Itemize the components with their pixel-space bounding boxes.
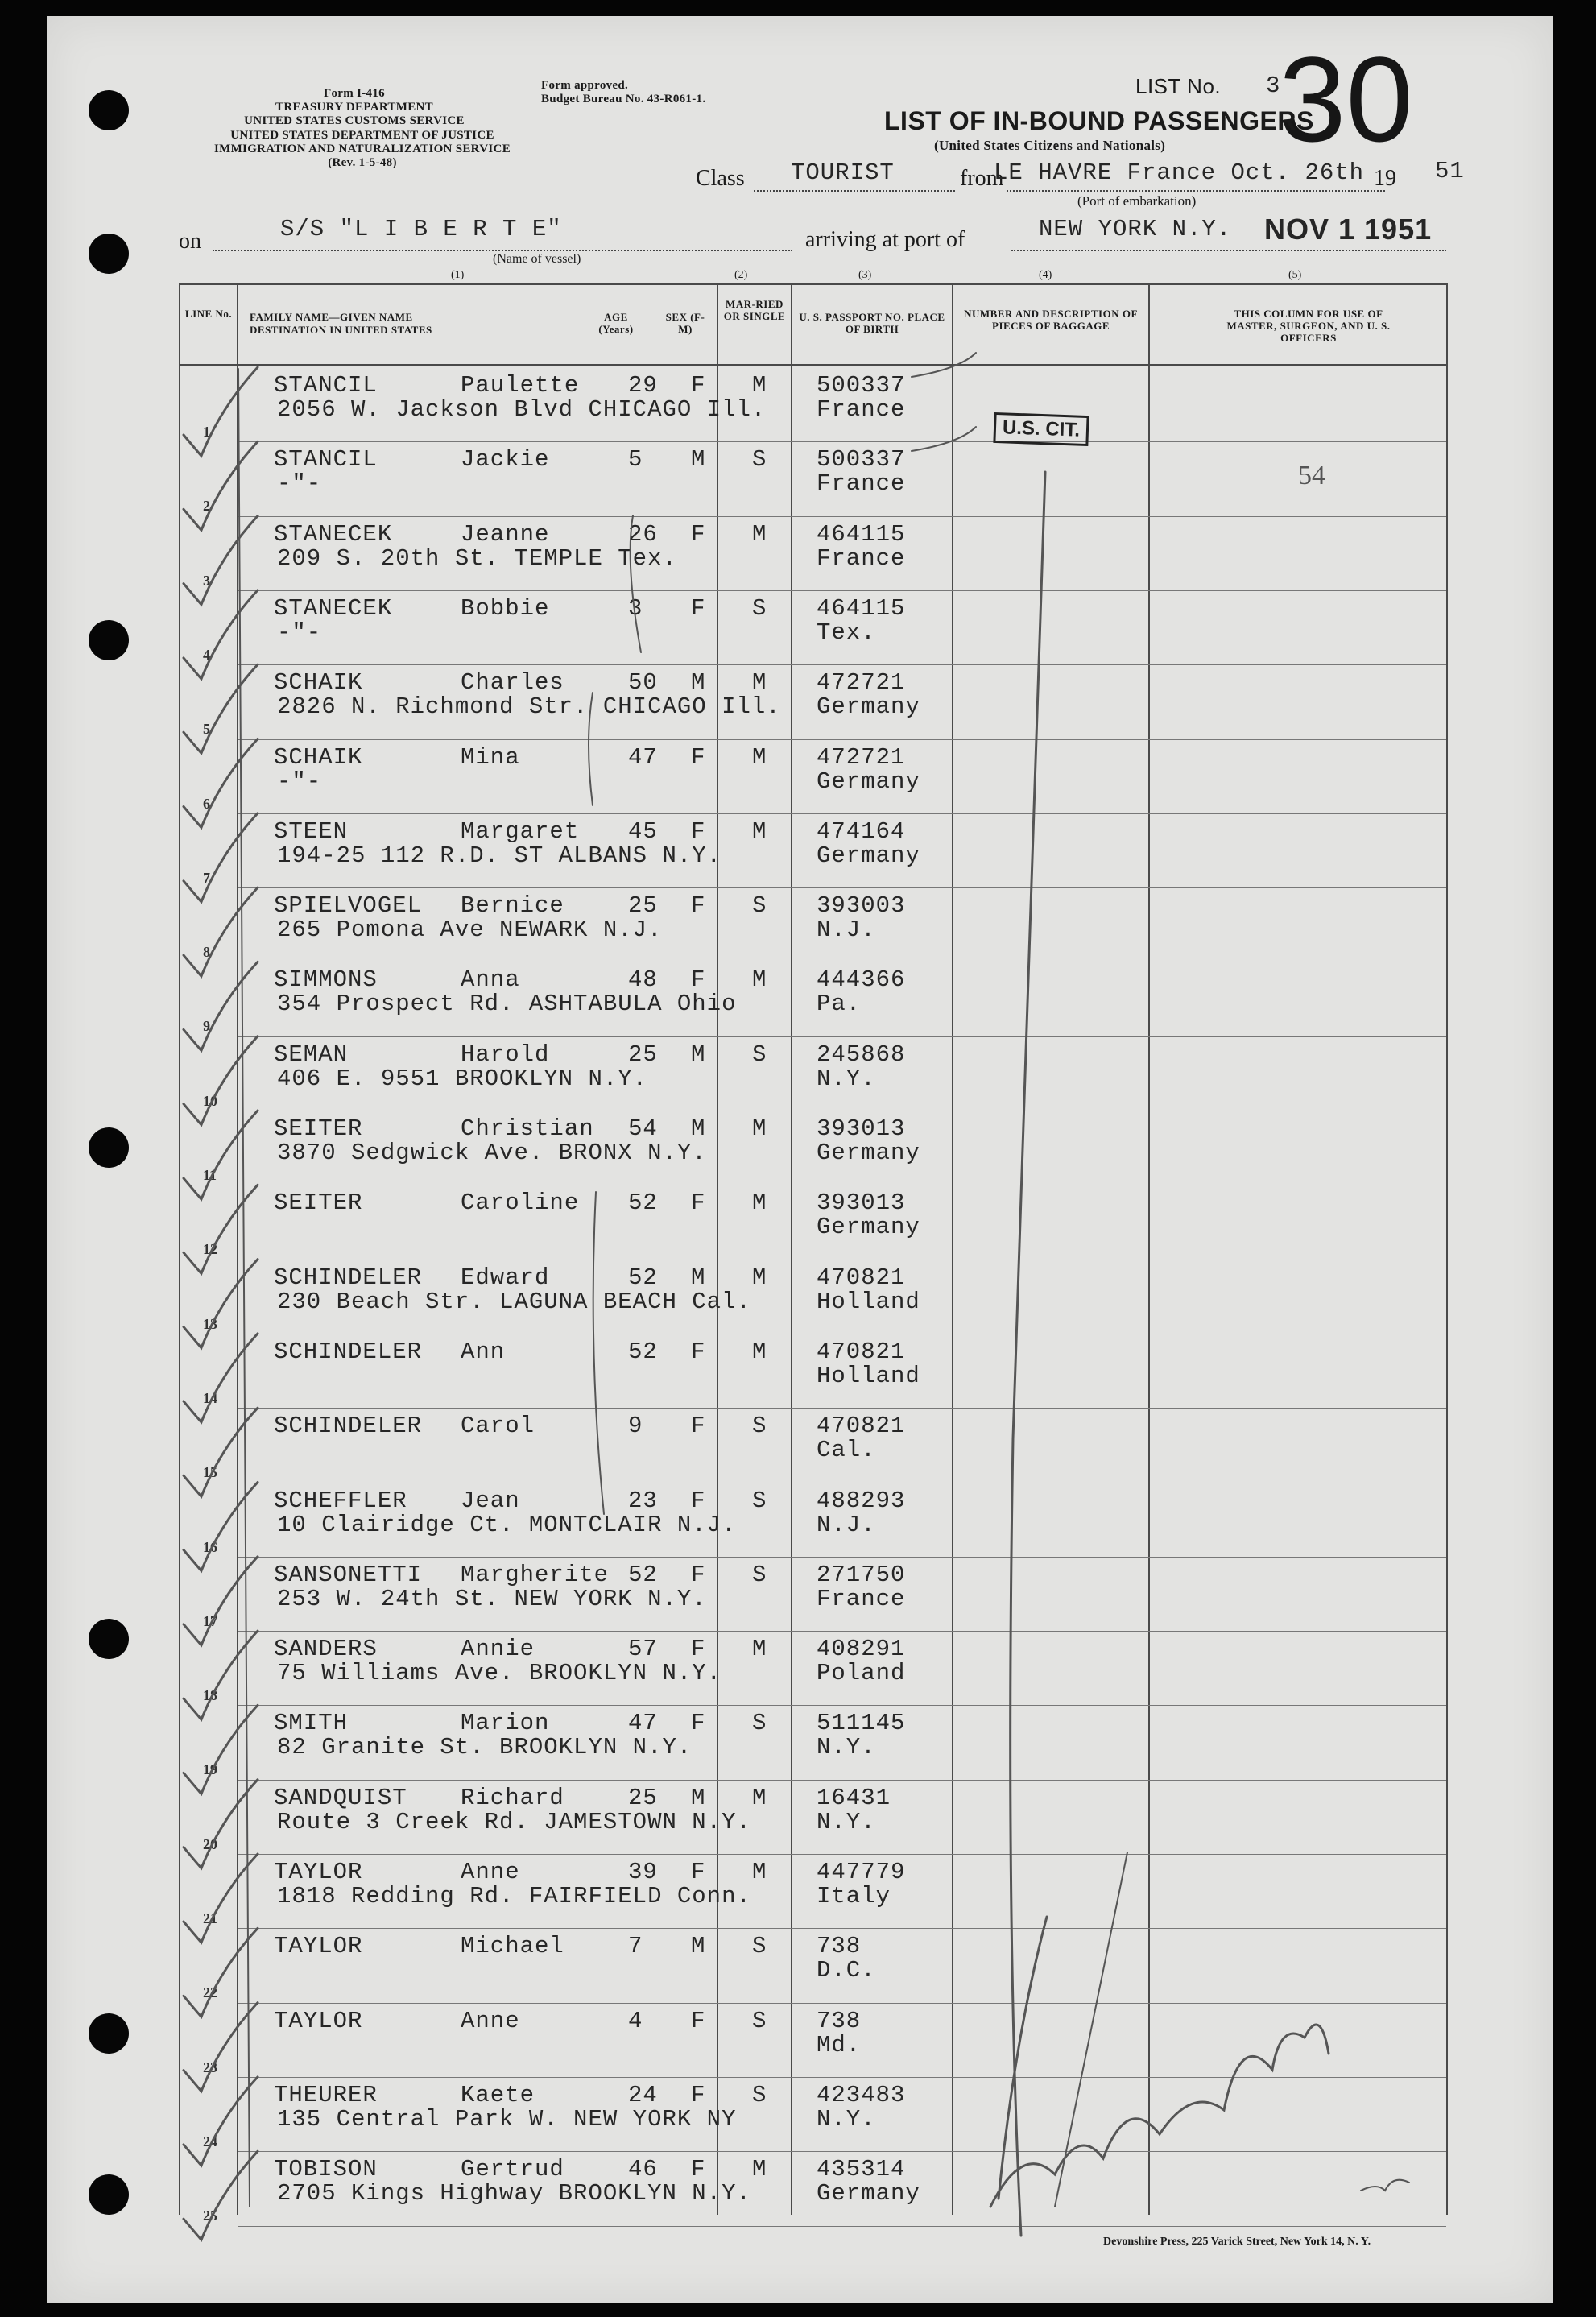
destination: 194-25 112 R.D. ST ALBANS N.Y. [277,842,722,869]
pencil-mark [184,813,258,902]
marital-status: M [752,743,767,771]
place-of-birth: N.Y. [817,2105,876,2133]
line-number: 5 [203,721,210,738]
passport-number: 474164 [817,817,906,845]
place-of-birth: Poland [817,1660,906,1687]
pencil-mark [912,353,976,377]
passport-number: 393013 [817,1115,906,1142]
marital-status: S [752,1710,767,1737]
family-name: SCHINDELER [274,1264,423,1291]
family-name: STANCIL [274,446,378,474]
place-of-birth: Germany [817,768,920,795]
destination: 135 Central Park W. NEW YORK NY [277,2105,737,2133]
family-name: SCHINDELER [274,1338,423,1365]
pencil-mark [184,1854,258,1943]
year-value: 51 [1435,158,1465,184]
family-name: STANECEK [274,594,393,622]
line-number: 25 [203,2207,217,2224]
given-name: Charles [461,669,564,697]
pencil-mark [631,515,641,652]
pencil-mark [184,441,258,530]
family-name: SEITER [274,1190,363,1217]
age: 46 [628,2156,658,2183]
family-name: SANSONETTI [274,1561,423,1588]
destination: 253 W. 24th St. NEW YORK N.Y. [277,1585,707,1612]
age: 25 [628,892,658,920]
given-name: Anna [461,966,520,994]
page-subtitle: (United States Citizens and Nationals) [934,138,1166,153]
us-citizen-stamp: U.S. CIT. [993,412,1089,446]
passport-number: 470821 [817,1338,906,1365]
sex: M [691,1784,706,1811]
pencil-mark [912,427,976,451]
passport-number: 464115 [817,594,906,622]
given-name: Caroline [461,1190,580,1217]
pencil-mark [184,1260,258,1348]
family-name: TAYLOR [274,2007,363,2034]
sex: F [691,520,706,548]
family-name: SEITER [274,1115,363,1142]
sex: F [691,2081,706,2108]
pencil-mark [184,2003,258,2092]
given-name: Michael [461,1933,564,1960]
header-name: FAMILY NAME—GIVEN NAME [250,311,413,323]
sex: F [691,1859,706,1885]
pencil-mark [184,1111,258,1199]
age: 5 [628,446,643,474]
line-number: 3 [203,572,210,589]
pencil-mark [184,739,258,828]
pencil-mark [184,1185,258,1273]
treasury-department: TREASURY DEPARTMENT [275,101,433,114]
age: 54 [628,1115,658,1142]
line-number: 22 [203,1984,217,2001]
destination: 82 Granite St. BROOKLYN N.Y. [277,1734,693,1761]
family-name: SCHINDELER [274,1413,423,1440]
given-name: Ann [461,1338,506,1365]
pencil-mark [184,1408,258,1496]
place-of-birth: Holland [817,1288,920,1315]
line-number: 7 [203,869,210,886]
family-name: SCHAIK [274,743,363,771]
age: 50 [628,669,658,697]
passport-number: 470821 [817,1413,906,1440]
destination: 209 S. 20th St. TEMPLE Tex. [277,544,677,572]
place-of-birth: N.Y. [817,1065,876,1092]
place-of-birth: France [817,544,906,572]
line-number: 20 [203,1835,217,1852]
embarkation-port: LE HAVRE France Oct. 26th [994,159,1365,186]
place-of-birth: Tex. [817,619,876,646]
marital-status: M [752,1636,767,1663]
family-name: SMITH [274,1710,349,1737]
given-name: Bobbie [461,594,550,622]
marital-status: S [752,1041,767,1068]
customs-service: UNITED STATES CUSTOMS SERVICE [244,114,465,127]
passport-number: 738 [817,2007,862,2034]
arriving-label: arriving at port of [805,227,965,252]
family-name: THEURER [274,2081,378,2108]
vessel-caption: (Name of vessel) [493,252,581,266]
destination: 75 Williams Ave. BROOKLYN N.Y. [277,1660,722,1687]
sex: M [691,669,706,697]
destination: 354 Prospect Rd. ASHTABULA Ohio [277,991,737,1018]
list-label: LIST No. [1135,74,1222,98]
family-name: SCHAIK [274,669,363,697]
passport-number: 488293 [817,1487,906,1514]
passport-number: 393003 [817,892,906,920]
place-of-birth: N.Y. [817,1808,876,1835]
marital-status: S [752,1413,767,1440]
pencil-mark [184,367,258,456]
line-number: 9 [203,1018,210,1035]
passport-number: 423483 [817,2081,906,2108]
header-baggage: NUMBER AND DESCRIPTION OF PIECES OF BAGGAGE [964,308,1138,332]
line-number: 19 [203,1761,217,1778]
given-name: Margherite [461,1561,610,1588]
given-name: Kaete [461,2081,535,2108]
given-name: Gertrud [461,2156,564,2183]
pencil-mark [990,2025,1329,2207]
line-number: 2 [203,498,210,515]
page-title: LIST OF IN-BOUND PASSENGERS [884,106,1314,135]
sex: F [691,966,706,994]
passport-number: 472721 [817,743,906,771]
given-name: Bernice [461,892,564,920]
age: 9 [628,1413,643,1440]
pencil-mark [184,962,258,1050]
sex: F [691,1487,706,1514]
marital-status: M [752,520,767,548]
vessel-name: S/S "L I B E R T E" [280,216,562,242]
age: 4 [628,2007,643,2034]
header-line-no: LINE No. [184,308,233,320]
class-label: Class [696,166,745,191]
sex: M [691,1115,706,1142]
given-name: Jean [461,1487,520,1514]
family-name: SANDQUIST [274,1784,407,1811]
place-of-birth: Pa. [817,991,862,1018]
family-name: TAYLOR [274,1933,363,1960]
place-of-birth: Germany [817,842,920,869]
form-number: Form I-416 [324,87,385,100]
col-number-1: (1) [451,269,465,281]
pencil-mark [184,1036,258,1125]
department-of-justice: UNITED STATES DEPARTMENT OF JUSTICE [230,129,494,142]
family-name: TOBISON [274,2156,378,2183]
marital-status: M [752,1859,767,1885]
sex: M [691,446,706,474]
age: 25 [628,1041,658,1068]
family-name: STANCIL [274,372,378,399]
header-sex: SEX (F-M) [665,311,705,335]
line-number: 24 [203,2133,217,2149]
family-name: SANDERS [274,1636,378,1663]
line-number: 14 [203,1389,217,1406]
family-name: STEEN [274,817,349,845]
given-name: Christian [461,1115,594,1142]
given-name: Richard [461,1784,564,1811]
age: 25 [628,1784,658,1811]
pencil-mark [184,1928,258,2017]
header-destination: DESTINATION IN UNITED STATES [250,324,432,336]
place-of-birth: N.Y. [817,1734,876,1761]
sex: F [691,1710,706,1737]
destination: 2056 W. Jackson Blvd CHICAGO Ill. [277,396,767,423]
destination: 265 Pomona Ave NEWARK N.J. [277,916,663,944]
given-name: Annie [461,1636,535,1663]
given-name: Margaret [461,817,580,845]
passport-number: 464115 [817,520,906,548]
destination: Route 3 Creek Rd. JAMESTOWN N.Y. [277,1808,751,1835]
sex: F [691,372,706,399]
destination: 1818 Redding Rd. FAIRFIELD Conn. [277,1883,751,1909]
marital-status: M [752,372,767,399]
passport-number: 444366 [817,966,906,994]
sex: F [691,2156,706,2183]
pencil-mark [999,1917,1047,2199]
marital-status: S [752,1487,767,1514]
destination: 2826 N. Richmond Str. CHICAGO Ill. [277,693,781,721]
marital-status: S [752,2007,767,2034]
place-of-birth: Germany [817,1214,920,1241]
line-number: 16 [203,1538,217,1555]
passport-number: 500337 [817,372,906,399]
sex: M [691,1041,706,1068]
family-name: SEMAN [274,1041,349,1068]
marital-status: S [752,1933,767,1960]
sex: F [691,743,706,771]
family-name: SIMMONS [274,966,378,994]
age: 29 [628,372,658,399]
place-of-birth: Holland [817,1362,920,1389]
family-name: TAYLOR [274,1859,363,1885]
passport-number: 500337 [817,446,906,474]
family-name: STANECEK [274,520,393,548]
list-number: 30 [1279,31,1413,167]
from-label: from [960,166,1004,191]
age: 52 [628,1264,658,1291]
family-name: SCHEFFLER [274,1487,407,1514]
embarkation-caption: (Port of embarkation) [1077,193,1197,209]
age: 48 [628,966,658,994]
destination: 2705 Kings Highway BROOKLYN N.Y. [277,2180,751,2207]
destination: 3870 Sedgwick Ave. BRONX N.Y. [277,1140,707,1166]
sex: F [691,594,706,622]
place-of-birth: N.J. [817,1511,876,1538]
line-number: 11 [203,1167,217,1183]
sex: M [691,1264,706,1291]
pencil-mark [184,1483,258,1571]
given-name: Anne [461,1859,520,1885]
marital-status: S [752,2081,767,2108]
line-number: 23 [203,2058,217,2075]
destination: -"- [277,619,322,646]
place-of-birth: France [817,1585,906,1612]
place-of-birth: France [817,470,906,498]
pencil-mark [184,516,258,605]
pencil-mark [238,369,250,2207]
passport-number: 447779 [817,1859,906,1885]
given-name: Jackie [461,446,550,474]
sex: F [691,1190,706,1217]
age: 47 [628,743,658,771]
printer-footer: Devonshire Press, 225 Varick Street, New York 14, N. Y. [1103,2236,1371,2248]
ins-label: IMMIGRATION AND NATURALIZATION SERVICE [214,143,511,155]
destination: -"- [277,470,322,498]
pencil-mark [184,664,258,753]
sex: F [691,1561,706,1588]
list-number-typed: 3 [1266,72,1281,99]
place-of-birth: D.C. [817,1957,876,1984]
pencil-mark [184,2151,258,2240]
line-number: 12 [203,1241,217,1258]
passport-number: 408291 [817,1636,906,1663]
header-age: AGE (Years) [598,311,634,335]
revision-date: (Rev. 1-5-48) [328,156,397,169]
place-of-birth: France [817,396,906,423]
sex: F [691,1636,706,1663]
pencil-mark [593,1192,604,1514]
line-number: 6 [203,795,210,812]
col-number-4: (4) [1039,269,1052,281]
class-value: TOURIST [791,159,895,186]
pencil-number: 54 [1298,461,1325,490]
place-of-birth: Cal. [817,1437,876,1464]
marital-status: S [752,594,767,622]
passport-number: 511145 [817,1710,906,1737]
given-name: Marion [461,1710,550,1737]
place-of-birth: Germany [817,2180,920,2207]
passport-number: 271750 [817,1561,906,1588]
age: 57 [628,1636,658,1663]
line-number: 4 [203,646,210,663]
marital-status: M [752,966,767,994]
place-of-birth: N.J. [817,916,876,944]
place-of-birth: Italy [817,1883,891,1909]
place-of-birth: Germany [817,1140,920,1166]
given-name: Carol [461,1413,535,1440]
marital-status: M [752,1190,767,1217]
destination: 10 Clairidge Ct. MONTCLAIR N.J. [277,1511,737,1538]
age: 3 [628,594,643,622]
marital-status: M [752,2156,767,2183]
pencil-mark [184,887,258,976]
passport-number: 738 [817,1933,862,1960]
marital-status: M [752,1264,767,1291]
marital-status: S [752,446,767,474]
col-number-2: (2) [734,269,748,281]
pencil-mark [184,590,258,679]
marital-status: M [752,817,767,845]
age: 24 [628,2081,658,2108]
marital-status: M [752,669,767,697]
line-number: 18 [203,1687,217,1704]
age: 52 [628,1561,658,1588]
on-label: on [179,229,201,254]
arrival-date-stamp: NOV 1 1951 [1264,213,1433,246]
pencil-mark [184,2077,258,2166]
marital-status: S [752,1561,767,1588]
age: 23 [628,1487,658,1514]
line-number: 15 [203,1464,217,1481]
line-number: 13 [203,1315,217,1332]
passport-number: 470821 [817,1264,906,1291]
pencil-mark [1011,472,1045,2236]
passport-number: 435314 [817,2156,906,2183]
header-passport: U. S. PASSPORT NO. PLACE OF BIRTH [799,311,945,335]
given-name: Edward [461,1264,550,1291]
col-number-3: (3) [858,269,872,281]
age: 52 [628,1338,658,1365]
sex: F [691,2007,706,2034]
given-name: Paulette [461,372,580,399]
line-number: 21 [203,1910,217,1926]
marital-status: M [752,1784,767,1811]
destination: 406 E. 9551 BROOKLYN N.Y. [277,1065,648,1092]
line-number: 1 [203,424,210,440]
sex: F [691,892,706,920]
destination: 230 Beach Str. LAGUNA BEACH Cal. [277,1288,751,1315]
age: 7 [628,1933,643,1960]
destination: -"- [277,768,322,795]
budget-bureau: Budget Bureau No. 43-R061-1. [541,93,706,106]
sex: F [691,1413,706,1440]
sex: M [691,1933,706,1960]
sex: F [691,1338,706,1365]
marital-status: M [752,1115,767,1142]
line-number: 10 [203,1092,217,1109]
sex: F [691,817,706,845]
line-number: 17 [203,1612,217,1629]
given-name: Anne [461,2007,520,2034]
given-name: Mina [461,743,520,771]
form-approved: Form approved. [541,79,629,92]
pencil-mark [1055,1852,1127,2207]
header-married: MAR-RIED OR SINGLE [723,298,786,322]
place-of-birth: Germany [817,693,920,721]
header-officers: THIS COLUMN FOR USE OF MASTER, SURGEON, AND U. S. OFFICERS [1226,308,1391,344]
pencil-mark [184,1334,258,1422]
marital-status: M [752,1338,767,1365]
given-name: Jeanne [461,520,550,548]
marital-status: S [752,892,767,920]
family-name: SPIELVOGEL [274,892,423,920]
pencil-mark [589,693,593,805]
passport-number: 245868 [817,1041,906,1068]
pencil-mark [1361,2180,1409,2191]
age: 26 [628,520,658,548]
passport-number: 16431 [817,1784,891,1811]
year-label: 19 [1374,166,1396,191]
col-number-5: (5) [1288,269,1302,281]
age: 45 [628,817,658,845]
passport-number: 472721 [817,669,906,697]
given-name: Harold [461,1041,550,1068]
arrival-port: NEW YORK N.Y. [1039,216,1232,242]
line-number: 8 [203,944,210,961]
age: 47 [628,1710,658,1737]
age: 39 [628,1859,658,1885]
place-of-birth: Md. [817,2031,862,2058]
passport-number: 393013 [817,1190,906,1217]
age: 52 [628,1190,658,1217]
